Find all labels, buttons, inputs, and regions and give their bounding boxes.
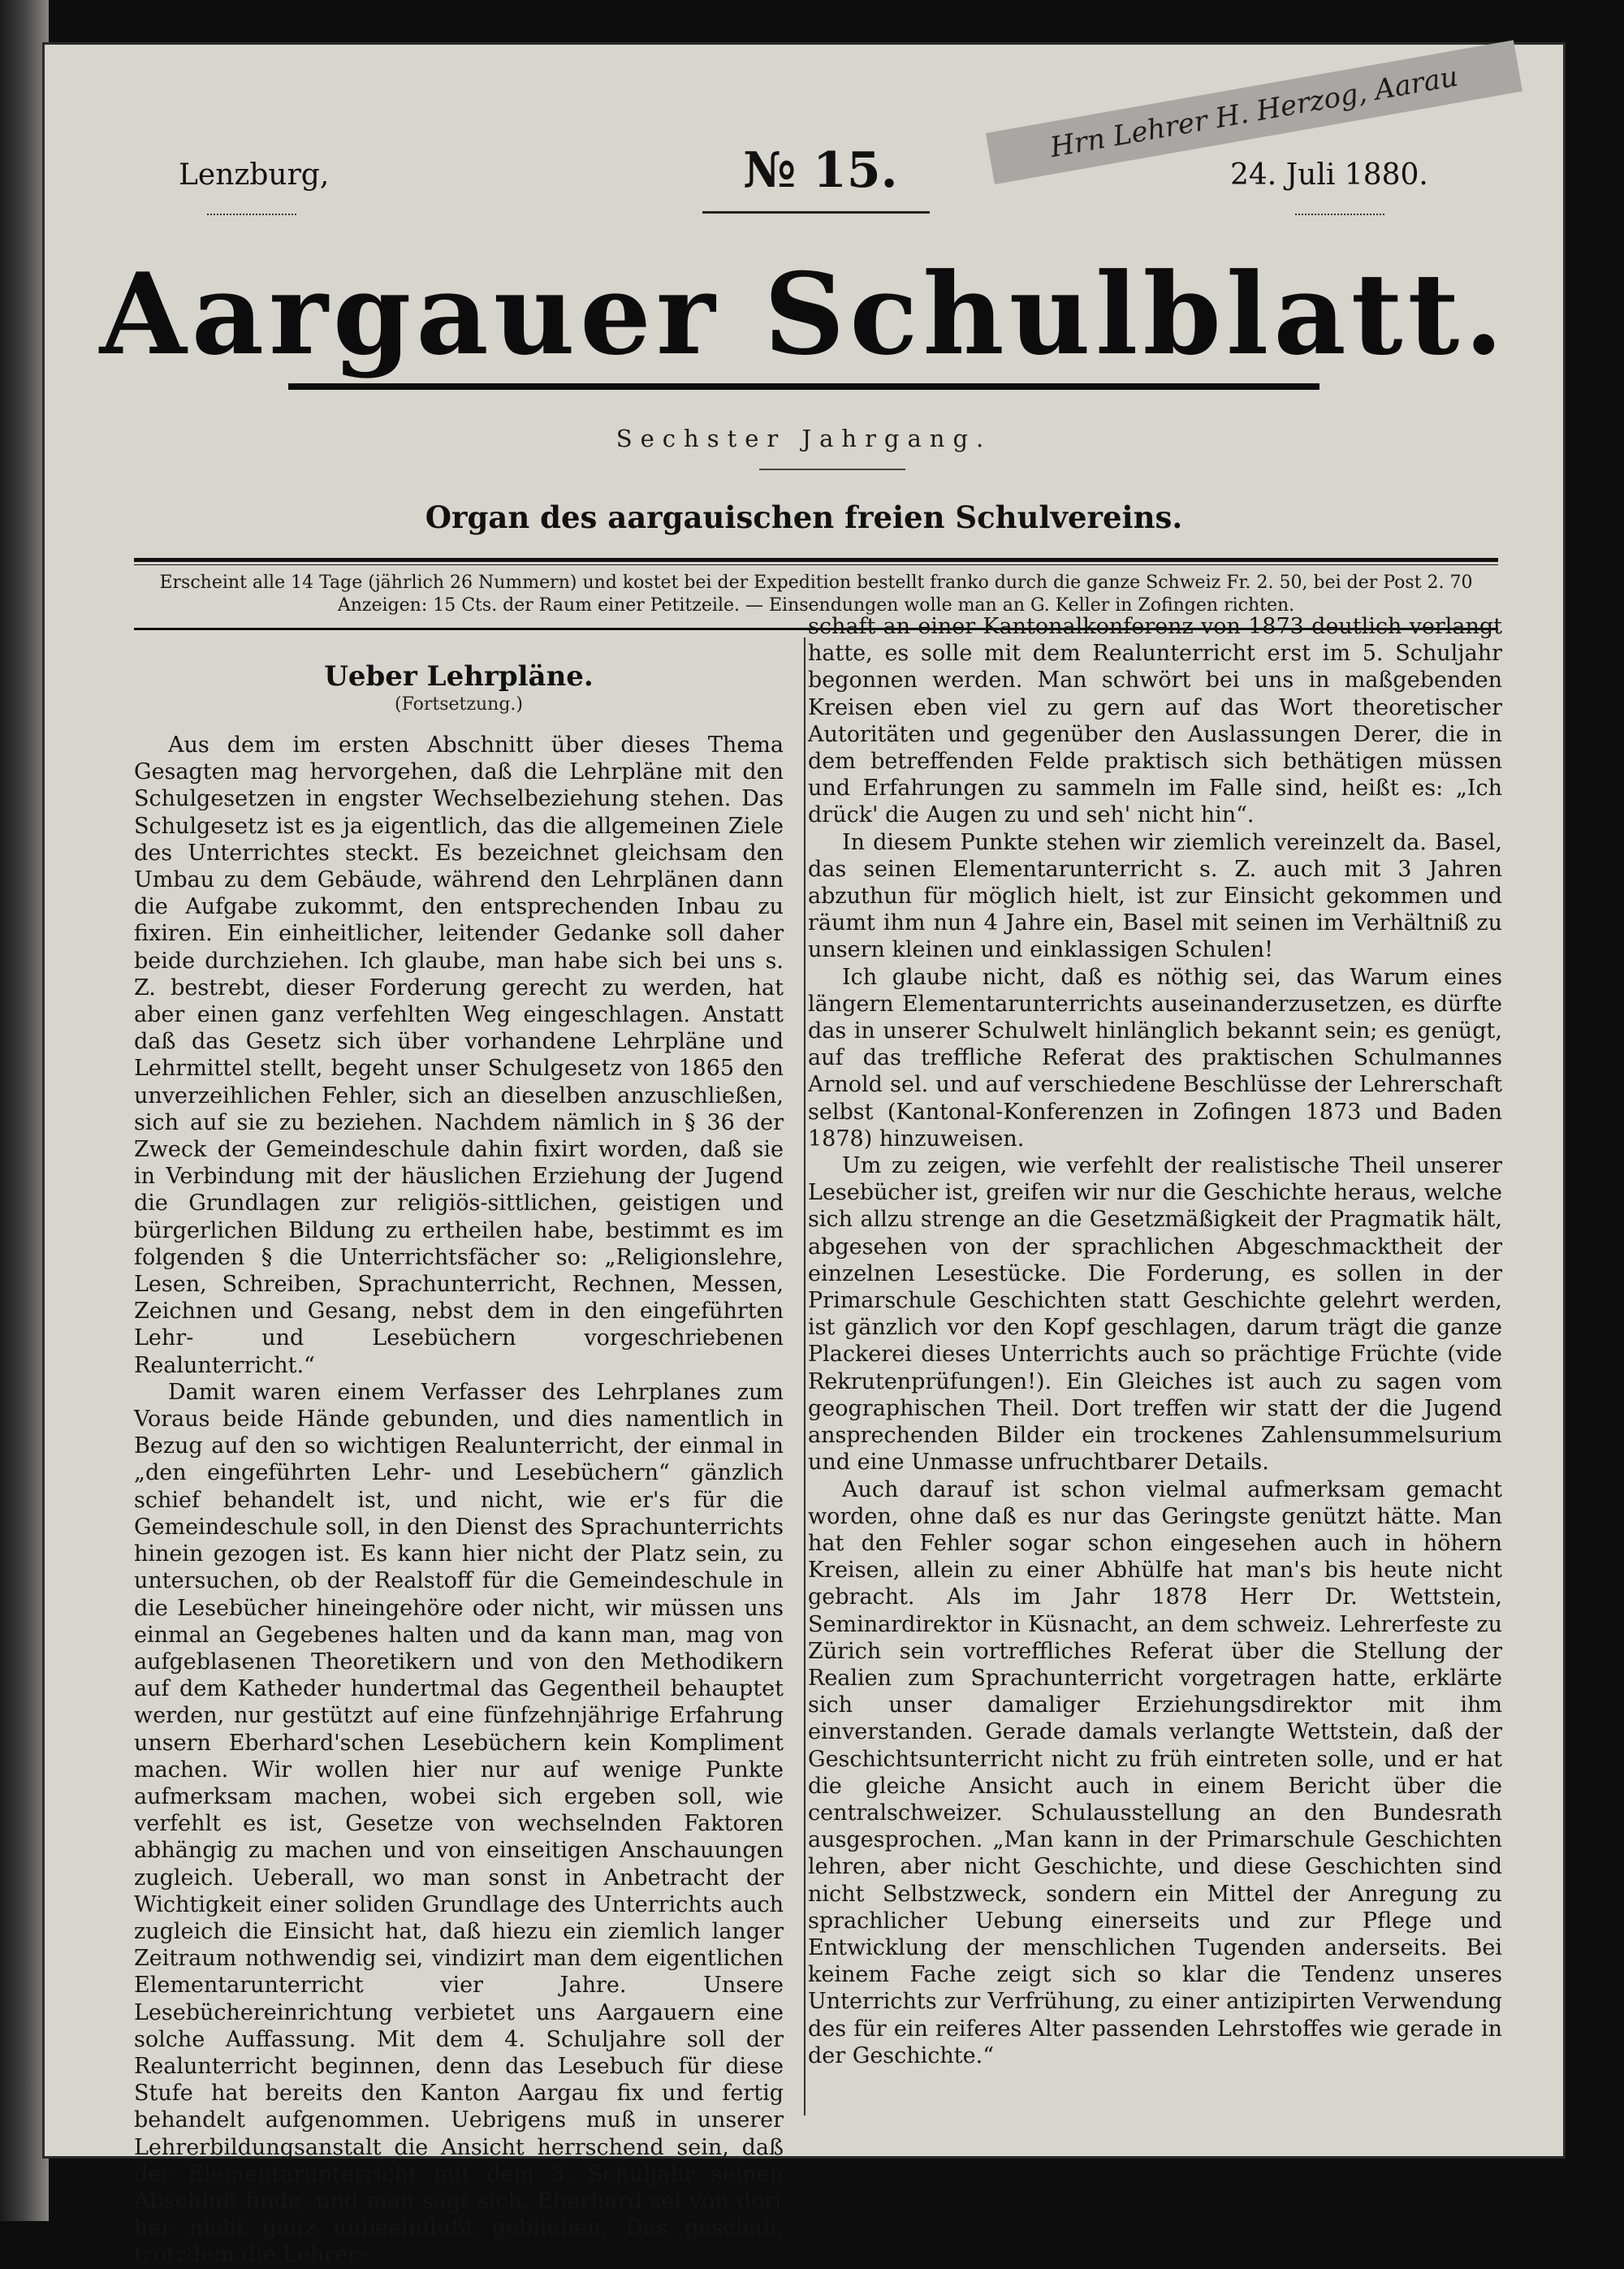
article-subtitle: (Fortsetzung.) xyxy=(395,694,523,715)
newspaper-page xyxy=(45,45,1563,2268)
paragraph: Damit waren einem Verfasser des Lehrplanes zum Voraus beide Hände gebunden, und dies namentlich in Bezug auf den so wichtigen Realunterricht, der einmal in „den eingeführten Lehr- und Lesebüchern“ gänzlich schief behandelt ist, und nicht, wie er's für die Gemeindeschule soll, in den Dienst des Sprachunterrichts hinein gezogen ist. Es kann hier nicht der Platz sein, zu untersuchen, ob der Realstoff für die Gemeindeschule in die Lesebücher hineingehöre oder nicht, wir müssen uns einmal an Gegebenes halten und da kann man, mag von aufgeblasenen Theoretikern und von den Methodikern auf dem Katheder hundertmal das Gegentheil behauptet werden, nur gestützt auf eine fünfzehnjährige Erfahrung unsern Eberhard'schen Lesebüchern kein Kompliment machen. Wir wollen hier nur auf wenige Punkte aufmerksam machen, wobei sich ergeben soll, wie verfehlt es ist, Gesetze von wechselnden Faktoren abhängig zu machen und von einseitigen Anschauungen zugleich. Ueberall, wo man sonst in Anbetracht der Wichtigkeit einer soliden Grundlage des Unterrichts auch zugleich die Einsicht hat, daß hiezu ein ziemlich langer Zeitraum nothwendig sei, vindizirt man dem eigentlichen Elementarunterricht vier Jahre. Unsere Lesebüchereinrichtung verbietet uns Aargauern eine solche Auffassung. Mit dem 4. Schuljahre soll der Realunterricht beginnen, denn das Lesebuch für diese Stufe hat bereits den Kanton Aargau fix und fertig behandelt aufgenommen. Uebrigens muß in unserer Lehrerbildungsanstalt die Ansicht herrschend sein, daß der Elementarunterricht mit dem 3. Schuljahr seinen Abschluß finde, und man sagt sich, Eberhard sei von dort her nicht ganz unbeeinflußt geblieben. Das geschah, trotzdem die Lehrer- xyxy=(134,1379,784,2268)
column-divider xyxy=(804,637,806,2116)
paragraph: Aus dem im ersten Abschnitt über dieses Thema Gesagten mag hervorgehen, daß die Lehrpläne mit den Schulgesetzen in engster Wechselbeziehung stehen. Das Schulgesetz ist es ja eigentlich, das die allgemeinen Ziele des Unterrichtes steckt. Es bezeichnet gleichsam den Umbau zu dem Gebäude, während den Lehrplänen dann die Aufgabe zukommt, den entsprechenden Inbau zu fixiren. Ein einheitlicher, leitender Gedanke soll daher beide durchziehen. Ich glaube, man habe sich bei uns s. Z. bestrebt, dieser Forderung gerecht zu werden, hat aber einen ganz verfehlten Weg eingeschlagen. Anstatt daß das Gesetz sich über vorhandene Lehrpläne und Lehrmittel stellt, begeht unser Schulgesetz von 1865 den unverzeihlichen Fehler, sich an dieselben anzuschließen, sich auf sie zu beziehen. Nachdem nämlich in § 36 der Zweck der Gemeindeschule dahin fixirt worden, daß sie in Verbindung mit der häuslichen Erziehung der Jugend die Grundlagen zur religiös-sittlichen, geistigen und bürgerlichen Bildung zu ertheilen habe, bestimmt es im folgenden § die Unterrichtsfächer so: „Religionslehre, Lesen, Schreiben, Sprachunterricht, Rechnen, Messen, Zeichnen und Gesang, nebst dem in den eingeführten Lehr- und Lesebüchern vorgeschriebenen Realunterricht.“ xyxy=(134,733,784,1378)
article-title: Ueber Lehrpläne. xyxy=(324,660,594,693)
address-label-stamp: Hrn Lehrer H. Herzog, Aarau xyxy=(986,40,1522,184)
paragraph: Um zu zeigen, wie verfehlt der realistische Theil unserer Lesebücher ist, greifen wir nur die Geschichte heraus, welche sich allzu strenge an die Gesetzmäßigkeit der Pragmatik hält, abgesehen von der sprachlichen Abgeschmacktheit der einzelnen Lesestücke. Die Forderung, es sollen in der Primarschule Geschichten statt Geschichte gelehrt werden, ist gänzlich vor den Kopf geschlagen, darum trägt die ganze Plackerei dieses Unterrichts auch so prächtige Früchte (vide Rekrutenprüfungen!). Ein Gleiches ist auch zu sagen vom geographischen Theil. Dort treffen wir statt der die Jugend ansprechenden Bilder ein trockenes Zahlensummelsurium und eine Unmasse unfruchtbarer Details. xyxy=(808,1153,1502,1476)
column-right xyxy=(808,613,1502,2069)
paragraph: Auch darauf ist schon vielmal aufmerksam gemacht worden, ohne daß es nur das Geringste genützt hätte. Man hat den Fehler sogar schon eingesehen auch in höhern Kreisen, allein zu einer Abhülfe hat man's bis heute nicht gebracht. Als im Jahr 1878 Herr Dr. Wettstein, Seminardirektor in Küsnacht, an dem schweiz. Lehrerfeste zu Zürich sein vortreffliches Referat über die Stellung der Realien zum Sprachunterricht vorgetragen hatte, erklärte sich unser damaliger Erziehungsdirektor mit ihm einverstanden. Gerade damals verlangte Wettstein, daß der Geschichtsunterricht nicht zu früh eintreten solle, und er hat die gleiche Ansicht auch in einem Bericht über die centralschweizer. Schulausstellung an den Bundesrath ausgesprochen. „Man kann in der Primarschule Geschichten lehren, aber nicht Geschichte, und diese Geschichten sind nicht Selbstzweck, sondern ein Mittel der Anregung zu sprachlicher Uebung einerseits und zur Pflege und Entwicklung der menschlichen Tugenden anderseits. Bei keinem Fache zeigt sich so klar die Tendenz unseres Unterrichts zur Verfrühung, zu einer antizipirten Verwendung des für ein reiferes Alter passenden Lehrstoffes wie gerade in der Geschichte.“ xyxy=(808,1476,1502,2068)
organ-line: Organ des aargauischen freien Schulvereins. xyxy=(425,499,1183,535)
issue-date: 24. Juli 1880. xyxy=(1230,158,1428,192)
subscription-info: Erscheint alle 14 Tage (jährlich 26 Nummern) und kostet bei der Expedition bestellt franko durch die ganze Schweiz Fr. 2. 50, bei der Post 2. 70 xyxy=(159,573,1473,593)
header-rule-top xyxy=(134,558,1498,562)
book-spine-edge xyxy=(0,0,49,2221)
masthead-title: Aargauer Schulblatt. xyxy=(45,248,1563,390)
place-line: Lenzburg, xyxy=(179,158,330,192)
volume-line: Sechster Jahrgang. xyxy=(615,425,992,452)
advert-info: Anzeigen: 15 Cts. der Raum einer Petitzeile. — Einsendungen wolle man an G. Keller in Zofingen richten. xyxy=(337,595,1295,616)
column-left xyxy=(134,732,784,2269)
paragraph: Ich glaube nicht, daß es nöthig sei, das Warum eines längern Elementarunterrichts auseinanderzusetzen, es dürfte das in unserer Schulwelt hinlänglich bekannt sein; es genügt, auf das treffliche Referat des praktischen Schulmannes Arnold sel. und auf verschiedene Beschlüsse der Lehrerschaft selbst (Kantonal-Konferenzen in Zofingen 1873 und Baden 1878) hinzuweisen. xyxy=(808,964,1502,1152)
place-ornament xyxy=(207,205,296,215)
paragraph: schaft an einer Kantonalkonferenz von 1873 deutlich verlangt hatte, es solle mit dem Realunterricht erst im 5. Schuljahr begonnen werden. Man schwört bei uns in maßgebenden Kreisen eben viel zu gern auf das Wort theoretischer Autoritäten und gegenüber den Auslassungen Derer, die in dem betreffenden Felde praktisch sich bethätigen müssen und Erfahrungen zu sammeln im Falle sind, heißt es: „Ich drück' die Augen zu und seh' nicht hin“. xyxy=(808,614,1502,828)
paragraph: In diesem Punkte stehen wir ziemlich vereinzelt da. Basel, das seinen Elementarunterricht s. Z. auch mit 3 Jahren abzuthun für möglich hielt, ist zur Einsicht gekommen und räumt ihm nun 4 Jahre ein, Basel mit seinen im Verhältniß zu unsern kleinen und einklassigen Schulen! xyxy=(808,829,1502,963)
issue-number: № 15. xyxy=(743,142,898,199)
volume-rule xyxy=(759,469,905,470)
issue-underline xyxy=(702,211,930,214)
header-rule-thin xyxy=(134,564,1498,565)
date-ornament xyxy=(1295,205,1384,215)
